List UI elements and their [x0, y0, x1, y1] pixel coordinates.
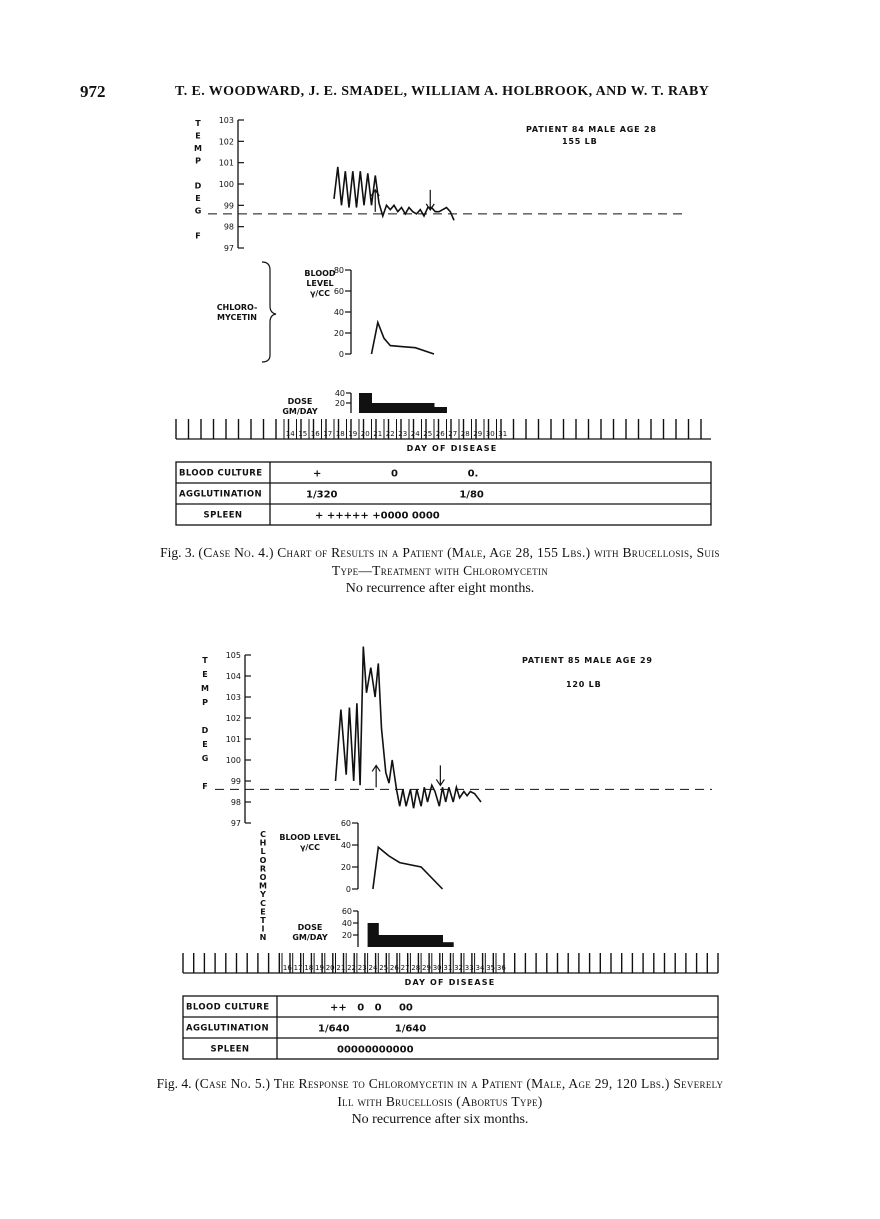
- temp-axis-letter: P: [202, 698, 208, 707]
- day-tick-label: 19: [314, 964, 324, 972]
- chloromycetin-letter: H: [259, 838, 267, 848]
- temp-tick-label: 100: [225, 756, 241, 765]
- temp-tick-label: 103: [225, 693, 241, 702]
- day-axis-label: DAY OF DISEASE: [406, 444, 498, 453]
- temp-axis-letter: G: [194, 206, 202, 216]
- blood-tick-label: 40: [333, 308, 344, 317]
- day-tick-label: 15: [298, 430, 308, 438]
- chloromycetin-letter: I: [261, 924, 265, 934]
- day-tick-label: 31: [443, 964, 453, 972]
- dose-bar: [389, 935, 400, 947]
- results-table-value: 1/640 1/640: [318, 1023, 427, 1035]
- temp-tick-label: 99: [230, 777, 241, 786]
- patient-info-line1: PATIENT 85 MALE AGE 29: [522, 656, 653, 665]
- results-table-value: 00000000000: [337, 1044, 414, 1056]
- blood-level-label: γ/CC: [309, 289, 331, 298]
- day-tick-label: 35: [486, 964, 496, 972]
- running-head: T. E. WOODWARD, J. E. SMADEL, WILLIAM A. HOLBROOK, AND W. T. RABY: [175, 84, 710, 99]
- temp-tick-label: 103: [218, 116, 234, 125]
- dose-tick-label: 20: [341, 931, 352, 940]
- temp-axis-letter: D: [194, 181, 202, 191]
- results-table-label: AGGLUTINATION: [179, 489, 263, 500]
- temp-tick-label: 97: [230, 819, 241, 828]
- temperature-series-line: [336, 647, 482, 809]
- temp-tick-label: 97: [223, 244, 234, 253]
- dose-label: GM/DAY: [292, 933, 328, 942]
- day-tick-label: 30: [432, 964, 442, 972]
- temp-axis-letter: P: [195, 156, 201, 166]
- day-tick-label: 20: [325, 964, 335, 972]
- dose-bar: [372, 403, 385, 413]
- day-tick-label: 29: [473, 430, 483, 438]
- dose-label: DOSE: [297, 923, 323, 932]
- temp-tick-label: 101: [225, 735, 241, 744]
- chloromycetin-letter: C: [260, 898, 266, 908]
- results-table-label: SPLEEN: [210, 1044, 250, 1055]
- blood-tick-label: 0: [345, 885, 351, 894]
- figure-3-label: Fig. 3.: [160, 545, 196, 560]
- blood-level-label: BLOOD LEVEL: [279, 833, 341, 842]
- blood-tick-label: 60: [340, 819, 351, 828]
- day-tick-label: 33: [464, 964, 474, 972]
- dose-tick-label: 40: [334, 389, 345, 398]
- day-tick-label: 34: [475, 964, 485, 972]
- results-table-value: 1/320 1/80: [306, 489, 484, 501]
- day-tick-label: 27: [400, 964, 410, 972]
- results-table-value: ++ 0 0 00: [330, 1002, 413, 1014]
- blood-level-series-line: [373, 847, 443, 889]
- day-tick-label: 36: [496, 964, 506, 972]
- day-tick-label: 22: [347, 964, 357, 972]
- blood-tick-label: 60: [333, 287, 344, 296]
- day-tick-label: 17: [293, 964, 303, 972]
- day-tick-label: 24: [368, 964, 378, 972]
- temp-axis-letter: G: [201, 754, 209, 763]
- day-tick-label: 26: [435, 430, 445, 438]
- day-axis-label: DAY OF DISEASE: [404, 978, 496, 987]
- figure-3-case: (Case No. 4.): [198, 545, 274, 560]
- chloromycetin-vertical-text: [259, 830, 267, 942]
- blood-level-label: LEVEL: [306, 279, 334, 288]
- chloromycetin-letter: O: [259, 873, 267, 882]
- day-tick-label: 21: [336, 964, 346, 972]
- temp-axis-letter: M: [201, 684, 209, 693]
- day-tick-label: 28: [460, 430, 470, 438]
- dose-bar: [432, 935, 443, 947]
- dose-bar: [409, 403, 422, 413]
- chloromycetin-label-line1: CHLORO-: [216, 303, 258, 312]
- dose-bar: [378, 935, 389, 947]
- day-tick-label: 17: [323, 430, 333, 438]
- blood-tick-label: 40: [340, 841, 351, 850]
- figure-4-note: No recurrence after six months.: [351, 1112, 529, 1127]
- day-tick-label: 29: [421, 964, 431, 972]
- chloromycetin-label-line2: MYCETIN: [217, 313, 257, 322]
- figure-4-title: The Response to Chloromycetin in a Patient (Male, Age 29, 120 Lbs.) Severely Ill with Brucellosis (Abortus Type): [273, 1076, 724, 1109]
- chloromycetin-letter: M: [259, 881, 267, 891]
- temp-axis-letter: E: [202, 670, 208, 679]
- page-number: 972: [80, 82, 106, 101]
- day-tick-label: 31: [498, 430, 508, 438]
- temp-tick-label: 105: [225, 651, 241, 660]
- dose-bar: [422, 403, 435, 413]
- figure-4-label: Fig. 4.: [156, 1076, 192, 1091]
- blood-level-label: BLOOD: [304, 269, 336, 278]
- temp-tick-label: 101: [218, 158, 234, 168]
- day-tick-label: 19: [348, 430, 358, 438]
- temp-axis-letter: F: [202, 782, 208, 791]
- temperature-series-line: [334, 167, 454, 220]
- day-tick-label: 27: [448, 430, 458, 438]
- temp-tick-label: 98: [223, 222, 234, 232]
- day-tick-label: 26: [389, 964, 399, 972]
- brace-icon: [262, 262, 276, 362]
- dose-bar: [434, 407, 447, 413]
- temp-axis-letter: T: [202, 656, 208, 665]
- dose-tick-label: 20: [334, 399, 345, 408]
- figure-4-case: (Case No. 5.): [194, 1076, 271, 1091]
- patient-info-line2: 120 LB: [566, 680, 602, 689]
- figure-4-caption: [150, 1075, 730, 1129]
- chloromycetin-letter: E: [260, 907, 266, 917]
- day-tick-label: 24: [410, 430, 420, 438]
- temp-axis-letter: M: [194, 144, 202, 153]
- blood-level-series-line: [372, 323, 435, 355]
- day-tick-label: 21: [373, 430, 383, 438]
- results-table-label: BLOOD CULTURE: [186, 1002, 270, 1013]
- day-tick-label: 25: [379, 964, 389, 972]
- dose-tick-label: 60: [341, 907, 352, 916]
- dose-bar: [359, 393, 372, 413]
- results-table-label: SPLEEN: [203, 510, 243, 521]
- temp-axis-letter: E: [195, 194, 201, 203]
- figure-3-title: Chart of Results in a Patient (Male, Age 28, 155 Lbs.) with Brucellosis, Suis Type—Treatment with Chloromycetin: [277, 545, 720, 578]
- day-tick-label: 18: [335, 430, 345, 438]
- figure-4: [0, 645, 880, 1145]
- temp-axis-letter: E: [202, 740, 208, 749]
- temp-tick-label: 102: [218, 137, 234, 147]
- dose-bar: [421, 935, 432, 947]
- blood-tick-label: 20: [340, 863, 351, 872]
- chloromycetin-letter: L: [260, 847, 266, 857]
- dose-bar: [443, 942, 454, 947]
- day-tick-label: 22: [385, 430, 395, 438]
- chloromycetin-letter: N: [259, 933, 267, 943]
- temp-tick-label: 104: [225, 672, 241, 681]
- chloromycetin-letter: R: [259, 864, 267, 874]
- dose-tick-label: 40: [341, 919, 352, 928]
- chloromycetin-letter: Y: [260, 890, 266, 900]
- day-tick-label: 20: [360, 430, 370, 438]
- day-tick-label: 14: [285, 430, 295, 438]
- day-tick-label: 16: [282, 964, 292, 972]
- dose-label: DOSE: [287, 397, 313, 406]
- day-tick-label: 23: [357, 964, 367, 972]
- day-tick-label: 16: [310, 430, 320, 438]
- figure-3-chart: [0, 110, 880, 540]
- patient-info-line2: 155 LB: [562, 137, 598, 146]
- temp-tick-label: 102: [225, 714, 241, 723]
- day-tick-label: 28: [411, 964, 421, 972]
- blood-tick-label: 80: [333, 266, 344, 275]
- day-tick-label: 23: [398, 430, 408, 438]
- temp-tick-label: 99: [223, 201, 234, 211]
- day-tick-label: 32: [454, 964, 464, 972]
- results-table-value: + 0 0.: [313, 468, 479, 480]
- patient-info-line1: PATIENT 84 MALE AGE 28: [526, 125, 657, 134]
- dose-bar: [410, 935, 421, 947]
- figure-3-caption: [150, 544, 730, 598]
- figure-4-chart: [0, 645, 880, 1070]
- results-table-label: AGGLUTINATION: [186, 1023, 270, 1034]
- temp-tick-label: 100: [218, 180, 234, 189]
- blood-level-label: γ/CC: [299, 843, 321, 852]
- temp-tick-label: 98: [230, 798, 241, 807]
- blood-tick-label: 0: [338, 350, 344, 359]
- chloromycetin-letter: T: [260, 916, 266, 925]
- blood-tick-label: 20: [333, 329, 344, 338]
- results-table-label: BLOOD CULTURE: [179, 468, 263, 479]
- day-tick-label: 25: [423, 430, 433, 438]
- temp-axis-letter: F: [195, 231, 201, 241]
- temp-axis-letter: D: [201, 726, 209, 735]
- dose-bar: [384, 403, 397, 413]
- dose-label: GM/DAY: [282, 407, 318, 416]
- temp-axis-letter: E: [195, 131, 201, 141]
- dose-bar: [400, 935, 411, 947]
- day-tick-label: 18: [304, 964, 314, 972]
- temp-axis-letter: T: [195, 119, 201, 128]
- dose-bar: [397, 403, 410, 413]
- chloromycetin-letter: O: [259, 855, 267, 865]
- day-tick-label: 30: [485, 430, 495, 438]
- chloromycetin-letter: C: [260, 830, 266, 839]
- figure-3-note: No recurrence after eight months.: [345, 581, 535, 596]
- results-table-value: + +++++ +0000 0000: [315, 510, 440, 522]
- figure-3: [0, 110, 880, 610]
- dose-bar: [368, 923, 379, 947]
